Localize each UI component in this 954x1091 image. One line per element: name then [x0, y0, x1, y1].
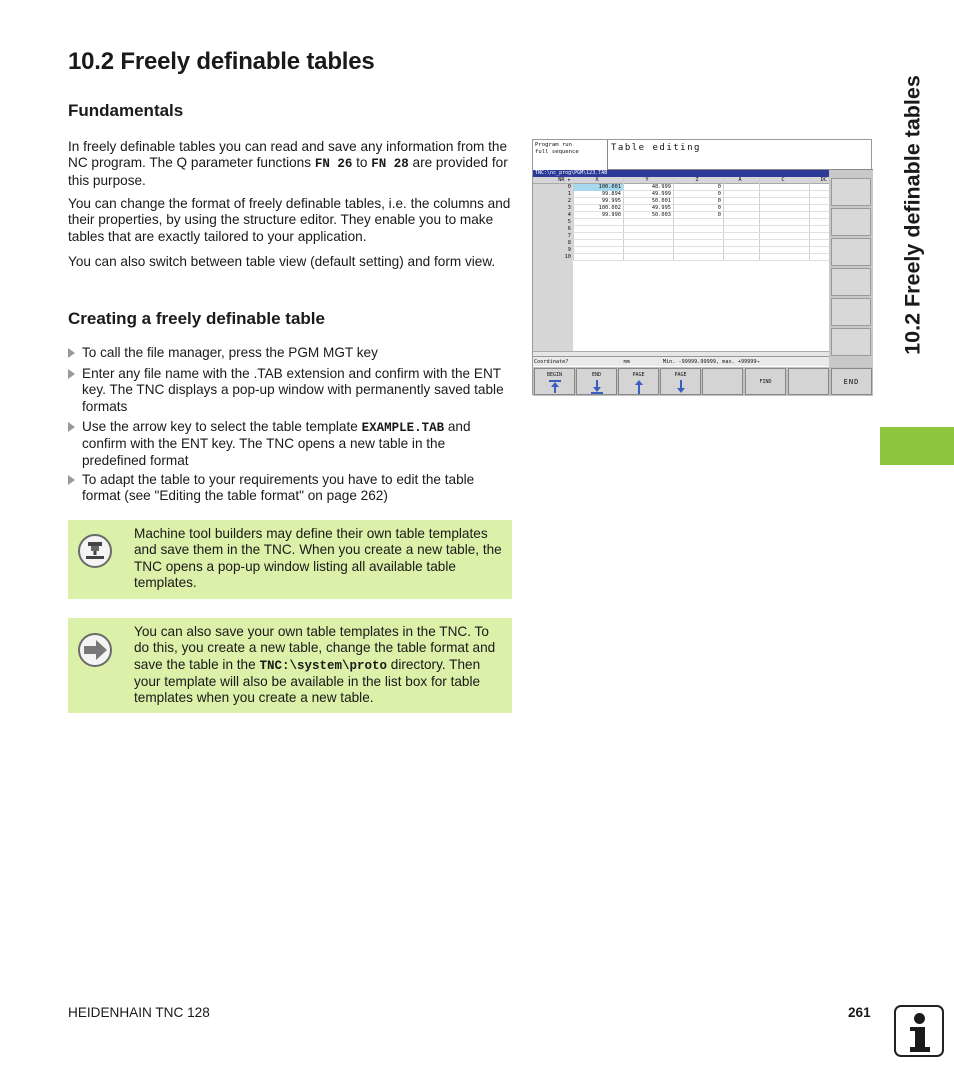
col-header-nr: NR ▸	[558, 177, 571, 183]
softkey-label: END	[591, 372, 602, 378]
cell-x[interactable]: 99.995	[601, 198, 621, 204]
softkey-find[interactable]	[745, 368, 786, 395]
vertical-softkey-3[interactable]	[831, 238, 871, 266]
vertical-softkey-6[interactable]	[831, 328, 871, 356]
softkey-label: PAGE	[674, 372, 687, 378]
text: are provided for this purpose.	[68, 155, 508, 188]
code-proto-path: TNC:\system\proto	[259, 658, 387, 673]
step-text: Enter any file name with the .TAB extension and confirm with the ENT key. The TNC displays a pop-up window with permanently saved table formats	[82, 366, 504, 414]
operating-mode	[533, 140, 607, 170]
paragraph-fundamentals-2: You can change the format of freely definable tables, i.e. the columns and their properties, by using the structure editor. They enable you to make tables that are exactly tailored to your application.	[68, 196, 511, 244]
code-example-tab: EXAMPLE.TAB	[361, 421, 445, 435]
step-4	[68, 472, 513, 505]
tip-note-box	[68, 618, 512, 713]
text: to	[352, 155, 372, 171]
cell-z[interactable]	[673, 226, 723, 233]
col-header-c: C	[781, 177, 785, 183]
text: You can also save your own table templates in the TNC. To do this, you create a new table, change the table format and save the table in the	[134, 624, 496, 672]
cell-x[interactable]: 100.001	[573, 184, 623, 191]
vertical-softkey-2[interactable]	[831, 208, 871, 236]
machine-tool-icon	[78, 534, 112, 568]
cell-y[interactable]	[623, 240, 673, 247]
cell-y[interactable]	[623, 247, 673, 254]
cell-nr[interactable]: 0	[533, 184, 573, 191]
table-row[interactable]	[533, 247, 829, 254]
code-fn28: FN 28	[371, 157, 409, 172]
cell-x[interactable]	[573, 219, 623, 226]
info-icon	[894, 1005, 944, 1057]
mode-title-box	[607, 140, 873, 170]
cell-z[interactable]: 0	[717, 205, 721, 211]
step-3	[68, 419, 513, 469]
bullet-triangle-icon	[68, 422, 75, 432]
softkey-label: END	[843, 378, 860, 386]
step-2	[68, 366, 513, 415]
page-title: 10.2 Freely definable tables	[68, 48, 375, 75]
arrow-down-icon	[677, 388, 685, 393]
vertical-softkey-bar	[829, 170, 873, 368]
cell-y[interactable]: 49.995	[651, 205, 671, 211]
step-1	[68, 345, 513, 361]
machine-note-box	[68, 520, 512, 599]
cell-y[interactable]	[623, 254, 673, 261]
text: In freely definable tables you can read and save any information from the NC program. The Q parameter functions	[68, 139, 508, 171]
cell-z[interactable]: 0	[717, 212, 721, 218]
step-text: To call the file manager, press the PGM MGT key	[82, 345, 378, 360]
table-row[interactable]	[533, 240, 829, 247]
vertical-softkey-1[interactable]	[831, 178, 871, 206]
mode-line-2: full sequence	[535, 148, 579, 155]
table-row[interactable]	[533, 205, 829, 212]
cell-nr[interactable]: 3	[533, 205, 573, 212]
machine-note-text: Machine tool builders may define their own table templates and save them in the TNC. When you create a new table, the TNC opens a pop-up window listing all available table templates.	[134, 526, 502, 590]
bullet-triangle-icon	[68, 348, 75, 358]
paragraph-fundamentals-1	[68, 139, 513, 189]
cell-x[interactable]	[573, 240, 623, 247]
col-header-y: Y	[645, 177, 649, 183]
section-heading-creating: Creating a freely definable table	[68, 309, 325, 328]
cell-y[interactable]: 49.999	[651, 191, 671, 197]
cell-nr[interactable]: 6	[533, 226, 573, 233]
arrow-stem	[554, 386, 556, 393]
cell-z[interactable]	[673, 247, 723, 254]
col-header-z: Z	[695, 177, 699, 183]
table-row[interactable]	[533, 184, 829, 191]
cell-x[interactable]	[573, 233, 623, 240]
cell-y[interactable]: 48.999	[651, 184, 671, 190]
softkey-begin[interactable]	[534, 368, 575, 395]
tnc-screen	[532, 139, 872, 395]
cell-y[interactable]: 50.001	[651, 198, 671, 204]
cell-z[interactable]	[673, 240, 723, 247]
cell-nr[interactable]: 2	[533, 198, 573, 205]
step-text: To adapt the table to your requirements you have to edit the table format (see "Editing the table format" on page 262)	[82, 472, 475, 504]
status-prompt: Coordinate?	[534, 359, 569, 365]
step-text: Use the arrow key to select the table template	[82, 419, 362, 434]
horizontal-softkey-bar	[533, 367, 873, 396]
cell-x[interactable]: 99.990	[601, 212, 621, 218]
table-header-row	[533, 177, 829, 184]
bullet-triangle-icon	[68, 369, 75, 379]
col-header-x: X	[595, 177, 599, 183]
side-chapter-title-text: 10.2 Freely definable tables	[900, 75, 925, 355]
side-chapter-title	[898, 50, 928, 380]
arrow-right-icon	[78, 633, 112, 667]
cell-x[interactable]	[573, 254, 623, 261]
table-row[interactable]	[533, 191, 829, 198]
softkey-label: FIND	[759, 379, 772, 385]
mode-line-1: Program run	[535, 142, 573, 148]
paragraph-fundamentals-3: You can also switch between table view (default setting) and form view.	[68, 254, 496, 269]
cell-y[interactable]	[623, 219, 673, 226]
softkey-page-down[interactable]	[660, 368, 701, 395]
softkey-end-table[interactable]	[576, 368, 617, 395]
table-row[interactable]	[533, 212, 829, 219]
cell-x[interactable]: 99.894	[601, 191, 621, 197]
cell-z[interactable]	[673, 233, 723, 240]
bottom-line-icon	[591, 392, 603, 394]
cell-nr[interactable]: 9	[533, 247, 573, 254]
softkey-label: BEGIN	[546, 372, 563, 378]
vertical-softkey-5[interactable]	[831, 298, 871, 326]
table-row[interactable]	[533, 254, 829, 261]
table-grid	[533, 177, 829, 355]
cell-y[interactable]: 50.003	[651, 212, 671, 218]
cell-x[interactable]	[573, 226, 623, 233]
arrow-stem	[638, 385, 640, 394]
cell-y[interactable]	[623, 233, 673, 240]
softkey-page-up[interactable]	[618, 368, 659, 395]
softkey-empty-2[interactable]	[788, 368, 829, 395]
status-unit: mm	[623, 359, 630, 365]
step-text: and confirm with the ENT key. The TNC opens a new table in the predefined format	[82, 419, 471, 468]
table-row[interactable]	[533, 226, 829, 233]
cell-x[interactable]	[573, 247, 623, 254]
softkey-empty-1[interactable]	[702, 368, 743, 395]
code-fn26: FN 26	[314, 157, 353, 172]
text: directory. Then your template will also be available in the list box for table templates when you create a new table.	[134, 656, 481, 706]
arrow-stem	[596, 380, 598, 387]
cell-nr[interactable]: 1	[533, 191, 573, 198]
page-number: 261	[848, 1005, 871, 1020]
status-range: Min. -99999.99999, max. +99999→	[662, 359, 760, 365]
status-line	[533, 356, 829, 366]
bullet-triangle-icon	[68, 475, 75, 485]
cell-z[interactable]	[673, 254, 723, 261]
cell-nr[interactable]: 4	[533, 212, 573, 219]
table-row[interactable]	[533, 233, 829, 240]
col-header-a: A	[738, 177, 742, 183]
cell-z[interactable]	[673, 219, 723, 226]
cell-z[interactable]: 0	[717, 184, 721, 190]
cell-y[interactable]	[623, 226, 673, 233]
softkey-end[interactable]	[831, 368, 872, 395]
cell-nr[interactable]: 8	[533, 240, 573, 247]
tip-note-text	[134, 624, 506, 706]
vertical-softkey-4[interactable]	[831, 268, 871, 296]
col-header-dc: DC	[820, 177, 827, 183]
table-row[interactable]	[533, 219, 829, 226]
file-path-bar: TNC:\nc_prog\PGM\123.TAB	[533, 170, 829, 177]
cell-z[interactable]: 0	[717, 198, 721, 204]
cell-x[interactable]: 100.002	[598, 205, 621, 211]
cell-nr[interactable]: 7	[533, 233, 573, 240]
mode-title: Table editing	[611, 143, 701, 153]
cell-nr[interactable]: 5	[533, 219, 573, 226]
table-row[interactable]	[533, 198, 829, 205]
cell-nr[interactable]: 10	[533, 254, 573, 261]
chapter-tab-marker	[880, 427, 954, 465]
softkey-label: PAGE	[632, 372, 645, 378]
cell-z[interactable]: 0	[717, 191, 721, 197]
section-heading-fundamentals: Fundamentals	[68, 101, 184, 120]
footer-manual-name: HEIDENHAIN TNC 128	[68, 1005, 210, 1020]
